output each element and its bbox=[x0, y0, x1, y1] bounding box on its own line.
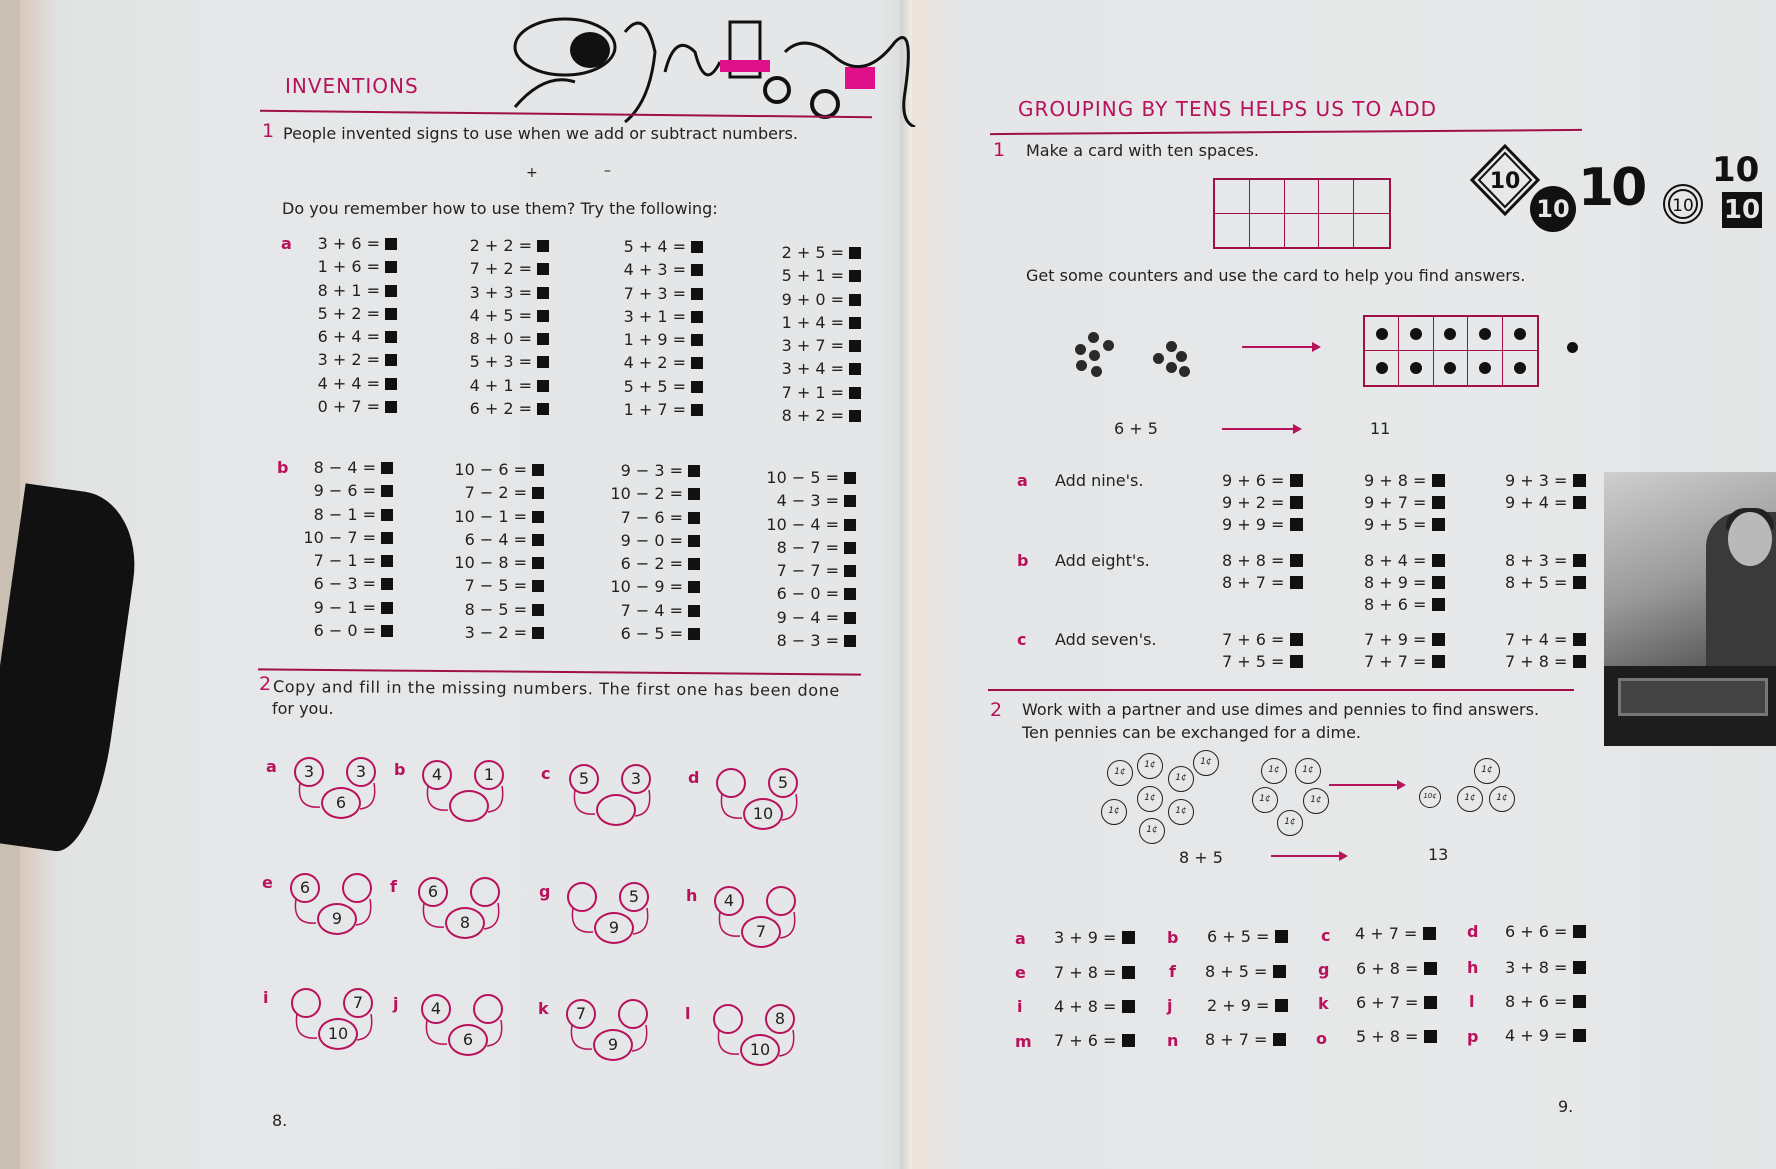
bond-label: f bbox=[390, 877, 397, 896]
ten-frame-card-empty bbox=[1213, 178, 1391, 249]
page-title-grouping-by-tens: GROUPING BY TENS HELPS US TO ADD bbox=[1018, 97, 1438, 121]
equation[interactable]: 3 + 8 = bbox=[1505, 958, 1586, 977]
equation[interactable]: 9 + 3 = bbox=[1505, 471, 1586, 490]
bond-left-circle[interactable] bbox=[567, 882, 597, 912]
equation[interactable]: 7 + 7 = bbox=[1364, 652, 1445, 671]
minus-sign: – bbox=[604, 163, 611, 179]
exercise-label: f bbox=[1169, 962, 1176, 981]
bond-total-oval[interactable]: 9 bbox=[593, 1029, 633, 1061]
equation[interactable]: 8 + 8 = bbox=[1222, 551, 1303, 570]
number-bond-e bbox=[262, 873, 380, 943]
bond-total-oval[interactable]: 10 bbox=[318, 1018, 358, 1050]
equation[interactable]: 3 − 2 = bbox=[448, 621, 544, 644]
equation[interactable]: 8 + 1 = bbox=[305, 279, 397, 302]
ten-black-circle-emblem bbox=[1528, 184, 1578, 234]
bond-left-circle[interactable]: 3 bbox=[294, 757, 324, 787]
equation[interactable]: 3 + 2 = bbox=[305, 348, 397, 371]
equation[interactable]: 8 + 4 = bbox=[1364, 551, 1445, 570]
equation[interactable]: 8 + 7 = bbox=[1222, 573, 1303, 592]
bond-total-oval[interactable] bbox=[596, 794, 636, 826]
penny-icon: 1¢ bbox=[1137, 786, 1163, 812]
equation[interactable]: 7 + 2 = bbox=[455, 257, 549, 280]
equation[interactable]: 1 + 6 = bbox=[305, 255, 397, 278]
equation[interactable]: 6 − 2 = bbox=[603, 552, 700, 575]
equation[interactable]: 0 + 7 = bbox=[305, 395, 397, 418]
equation[interactable]: 7 − 2 = bbox=[448, 481, 544, 504]
bond-label: k bbox=[538, 999, 549, 1018]
coin-example-expression: 8 + 5 bbox=[1179, 848, 1223, 867]
exercise-label: e bbox=[1015, 963, 1026, 982]
exercise-label: d bbox=[1467, 922, 1479, 941]
bond-left-circle[interactable]: 4 bbox=[714, 886, 744, 916]
penny-icon: 1¢ bbox=[1252, 787, 1278, 813]
equation[interactable]: 3 + 3 = bbox=[455, 281, 549, 304]
ten-black-square-emblem: 10 bbox=[1722, 192, 1762, 228]
group-b-title: Add eight's. bbox=[1055, 551, 1150, 570]
equation[interactable]: 7 + 5 = bbox=[1222, 652, 1303, 671]
bond-left-circle[interactable]: 4 bbox=[421, 994, 451, 1024]
bond-right-circle[interactable] bbox=[618, 999, 648, 1029]
bond-left-circle[interactable] bbox=[291, 988, 321, 1018]
equation[interactable]: 10 − 5 = bbox=[760, 466, 856, 489]
question-2-text-line1: Work with a partner and use dimes and pennies to find answers. bbox=[1022, 700, 1540, 719]
equation[interactable]: 5 + 5 = bbox=[608, 375, 703, 398]
equation[interactable]: 5 + 4 = bbox=[608, 235, 703, 258]
exercise-label: h bbox=[1467, 958, 1479, 977]
bond-label: c bbox=[541, 764, 551, 783]
bond-left-circle[interactable] bbox=[716, 768, 746, 798]
equation[interactable]: 10 − 7 = bbox=[296, 526, 393, 549]
part-b-column-1 bbox=[296, 456, 393, 642]
bond-label: b bbox=[394, 760, 406, 779]
penny-icon: 1¢ bbox=[1261, 758, 1287, 784]
equation[interactable]: 6 + 7 = bbox=[1356, 993, 1437, 1012]
equation[interactable]: 2 + 5 = bbox=[765, 241, 861, 264]
part-b-column-2 bbox=[448, 458, 544, 644]
equation[interactable]: 5 + 1 = bbox=[765, 264, 861, 287]
bond-right-circle[interactable] bbox=[766, 886, 796, 916]
exercise-label: n bbox=[1167, 1031, 1179, 1050]
number-bond-a bbox=[266, 757, 384, 827]
equation[interactable]: 10 − 1 = bbox=[448, 505, 544, 528]
equation[interactable]: 5 + 8 = bbox=[1356, 1027, 1437, 1046]
equation[interactable]: 7 + 8 = bbox=[1054, 963, 1135, 982]
bond-total-oval[interactable]: 10 bbox=[743, 798, 783, 830]
part-a-column-2 bbox=[455, 234, 549, 420]
equation[interactable]: 3 + 6 = bbox=[305, 232, 397, 255]
group-a-label: a bbox=[1017, 471, 1028, 490]
equation[interactable]: 4 + 8 = bbox=[1054, 997, 1135, 1016]
equation[interactable]: 7 + 1 = bbox=[765, 381, 861, 404]
bond-label: j bbox=[393, 994, 399, 1013]
bond-left-circle[interactable] bbox=[713, 1004, 743, 1034]
bond-label: e bbox=[262, 873, 273, 892]
equation[interactable]: 7 − 1 = bbox=[296, 549, 393, 572]
equation[interactable]: 6 − 4 = bbox=[448, 528, 544, 551]
exercise-label: m bbox=[1015, 1032, 1032, 1051]
dime-icon: 10¢ bbox=[1419, 786, 1441, 808]
bond-right-circle[interactable] bbox=[342, 873, 372, 903]
number-bond-j bbox=[393, 994, 511, 1064]
part-a-label: a bbox=[281, 234, 292, 253]
bond-label: l bbox=[685, 1004, 691, 1023]
exercise-label: a bbox=[1015, 929, 1026, 948]
bond-label: a bbox=[266, 757, 277, 776]
question-1-prompt: Do you remember how to use them? Try the following: bbox=[282, 199, 718, 218]
bond-right-circle[interactable]: 8 bbox=[765, 1004, 795, 1034]
question-1-instruction: Get some counters and use the card to help you find answers. bbox=[1026, 266, 1526, 285]
number-bond-h bbox=[686, 886, 804, 956]
penny-icon: 1¢ bbox=[1457, 786, 1483, 812]
inventions-cartoon-illustration bbox=[505, 12, 925, 127]
equation[interactable]: 7 + 6 = bbox=[1222, 630, 1303, 649]
bond-right-circle[interactable]: 1 bbox=[474, 760, 504, 790]
equation[interactable]: 1 + 7 = bbox=[608, 398, 703, 421]
bond-right-circle[interactable]: 7 bbox=[343, 988, 373, 1018]
equation[interactable]: 9 + 6 = bbox=[1222, 471, 1303, 490]
question-1-text: People invented signs to use when we add or subtract numbers. bbox=[283, 124, 798, 143]
penny-icon: 1¢ bbox=[1295, 758, 1321, 784]
arrow-right-icon bbox=[1329, 784, 1404, 786]
arrow-right-icon bbox=[1271, 855, 1346, 857]
equation[interactable]: 6 − 5 = bbox=[603, 622, 700, 645]
equation[interactable]: 6 + 5 = bbox=[1207, 927, 1288, 946]
equation[interactable]: 8 + 5 = bbox=[1205, 962, 1286, 981]
equation[interactable]: 8 + 2 = bbox=[765, 404, 861, 427]
bond-left-circle[interactable]: 7 bbox=[566, 999, 596, 1029]
number-bond-f bbox=[390, 877, 508, 947]
question-number-2: 2 bbox=[990, 699, 1003, 721]
bond-right-circle[interactable]: 5 bbox=[768, 768, 798, 798]
part-b-label: b bbox=[277, 458, 289, 477]
number-bond-i bbox=[263, 988, 381, 1058]
equation[interactable]: 7 + 3 = bbox=[608, 282, 703, 305]
bond-left-circle[interactable]: 5 bbox=[569, 764, 599, 794]
exercise-label: o bbox=[1316, 1029, 1327, 1048]
part-a-column-1 bbox=[305, 232, 397, 418]
question-number-2: 2 bbox=[259, 673, 272, 695]
group-b-label: b bbox=[1017, 551, 1029, 570]
bond-right-circle[interactable] bbox=[470, 877, 500, 907]
equation[interactable]: 9 − 6 = bbox=[296, 479, 393, 502]
number-bond-c bbox=[541, 764, 659, 834]
equation[interactable]: 8 − 1 = bbox=[296, 503, 393, 526]
equation[interactable]: 7 + 4 = bbox=[1505, 630, 1586, 649]
bond-label: h bbox=[686, 886, 698, 905]
exercise-label: c bbox=[1321, 926, 1331, 945]
exercise-label: l bbox=[1469, 992, 1475, 1011]
number-bond-l bbox=[685, 1004, 803, 1074]
question-number-1: 1 bbox=[262, 120, 275, 142]
number-bond-d bbox=[688, 768, 806, 838]
plus-sign: + bbox=[526, 165, 538, 181]
equation[interactable]: 5 + 3 = bbox=[455, 350, 549, 373]
equation[interactable]: 4 + 5 = bbox=[455, 304, 549, 327]
svg-text:10: 10 bbox=[1489, 169, 1521, 194]
equation[interactable]: 10 − 2 = bbox=[603, 482, 700, 505]
number-bond-g bbox=[539, 882, 657, 952]
bond-total-oval[interactable]: 10 bbox=[740, 1034, 780, 1066]
coin-example-result: 13 bbox=[1428, 845, 1449, 864]
exercise-label: i bbox=[1017, 997, 1023, 1016]
question-1-text: Make a card with ten spaces. bbox=[1026, 141, 1259, 160]
equation[interactable]: 8 − 4 = bbox=[296, 456, 393, 479]
equation[interactable]: 4 + 3 = bbox=[608, 258, 703, 281]
photo-boy-with-counters bbox=[1604, 472, 1776, 746]
equation[interactable]: 9 − 1 = bbox=[296, 596, 393, 619]
question-2-text-line1: Copy and fill in the missing numbers. The first one has been done bbox=[272, 677, 840, 700]
group-c-title: Add seven's. bbox=[1055, 630, 1157, 649]
ten-bold-numeral: 10 bbox=[1578, 158, 1645, 218]
equation[interactable]: 7 + 8 = bbox=[1505, 652, 1586, 671]
number-bond-b bbox=[394, 760, 512, 830]
exercise-label: k bbox=[1318, 994, 1329, 1013]
bond-total-oval[interactable]: 8 bbox=[445, 907, 485, 939]
bond-total-oval[interactable]: 7 bbox=[741, 916, 781, 948]
bond-label: i bbox=[263, 988, 269, 1007]
penny-icon: 1¢ bbox=[1303, 788, 1329, 814]
bond-left-circle[interactable]: 6 bbox=[290, 873, 320, 903]
extra-counter bbox=[1567, 342, 1578, 353]
equation[interactable]: 6 − 3 = bbox=[296, 572, 393, 595]
equation[interactable]: 9 + 0 = bbox=[765, 288, 861, 311]
question-2-text-line2: Ten pennies can be exchanged for a dime. bbox=[1022, 723, 1361, 742]
bond-label: d bbox=[688, 768, 700, 787]
penny-icon: 1¢ bbox=[1139, 818, 1165, 844]
penny-icon: 1¢ bbox=[1107, 760, 1133, 786]
equation[interactable]: 6 + 4 = bbox=[305, 325, 397, 348]
bond-label: g bbox=[539, 882, 551, 901]
bond-total-oval[interactable]: 9 bbox=[317, 903, 357, 935]
exercise-label: b bbox=[1167, 928, 1179, 947]
equation[interactable]: 4 − 3 = bbox=[760, 489, 856, 512]
penny-icon: 1¢ bbox=[1489, 786, 1515, 812]
equation[interactable]: 3 + 4 = bbox=[765, 357, 861, 380]
equation[interactable]: 6 + 2 = bbox=[455, 397, 549, 420]
equation[interactable]: 9 + 5 = bbox=[1364, 515, 1445, 534]
bond-left-circle[interactable]: 4 bbox=[422, 760, 452, 790]
equation[interactable]: 5 + 2 = bbox=[305, 302, 397, 325]
example-result: 11 bbox=[1370, 419, 1391, 438]
penny-icon: 1¢ bbox=[1101, 799, 1127, 825]
ten-frame-card-filled bbox=[1363, 315, 1539, 387]
equation[interactable]: 6 − 0 = bbox=[296, 619, 393, 642]
equation[interactable]: 2 + 9 = bbox=[1207, 996, 1288, 1015]
penny-icon: 1¢ bbox=[1168, 799, 1194, 825]
equation[interactable]: 2 + 2 = bbox=[455, 234, 549, 257]
question-number-1: 1 bbox=[993, 139, 1006, 161]
bond-left-circle[interactable]: 6 bbox=[418, 877, 448, 907]
equation[interactable]: 3 + 1 = bbox=[608, 305, 703, 328]
page-title-inventions: INVENTIONS bbox=[285, 74, 419, 98]
equation[interactable]: 7 − 7 = bbox=[760, 559, 856, 582]
equation[interactable]: 9 − 4 = bbox=[760, 606, 856, 629]
equation[interactable]: 8 + 0 = bbox=[455, 327, 549, 350]
equation[interactable]: 9 − 3 = bbox=[603, 459, 700, 482]
arrow-right-icon bbox=[1242, 346, 1319, 348]
equation[interactable]: 8 − 3 = bbox=[760, 629, 856, 652]
equation[interactable]: 8 − 7 = bbox=[760, 536, 856, 559]
equation[interactable]: 8 − 5 = bbox=[448, 598, 544, 621]
section-divider bbox=[988, 689, 1574, 691]
question-2-text-line2: for you. bbox=[272, 699, 334, 718]
part-a-column-3 bbox=[608, 235, 703, 421]
equation[interactable]: 4 + 1 = bbox=[455, 374, 549, 397]
equation[interactable]: 10 − 4 = bbox=[760, 513, 856, 536]
exercise-label: j bbox=[1167, 996, 1173, 1015]
part-a-column-4 bbox=[765, 241, 861, 427]
equation[interactable]: 6 + 6 = bbox=[1505, 922, 1586, 941]
equation[interactable]: 9 + 2 = bbox=[1222, 493, 1303, 512]
example-expression: 6 + 5 bbox=[1114, 419, 1158, 438]
svg-text:10: 10 bbox=[1536, 195, 1570, 223]
ten-ringed-circle-emblem bbox=[1662, 183, 1704, 225]
penny-icon: 1¢ bbox=[1137, 753, 1163, 779]
penny-icon: 1¢ bbox=[1277, 810, 1303, 836]
equation[interactable]: 7 − 6 = bbox=[603, 506, 700, 529]
equation[interactable]: 10 − 6 = bbox=[448, 458, 544, 481]
equation[interactable]: 8 + 7 = bbox=[1205, 1030, 1286, 1049]
equation[interactable]: 7 − 5 = bbox=[448, 574, 544, 597]
equation[interactable]: 10 − 9 = bbox=[603, 575, 700, 598]
ten-stacked-numeral: 10 bbox=[1712, 150, 1760, 190]
part-b-column-4 bbox=[760, 466, 856, 652]
equation[interactable]: 8 + 5 = bbox=[1505, 573, 1586, 592]
equation[interactable]: 6 − 0 = bbox=[760, 582, 856, 605]
equation[interactable]: 3 + 9 = bbox=[1054, 928, 1135, 947]
page-number-left: 8. bbox=[272, 1111, 288, 1130]
group-c-label: c bbox=[1017, 630, 1027, 649]
bond-total-oval[interactable]: 6 bbox=[321, 787, 361, 819]
exercise-label: g bbox=[1318, 960, 1330, 979]
equation[interactable]: 4 + 9 = bbox=[1505, 1026, 1586, 1045]
penny-icon: 1¢ bbox=[1474, 758, 1500, 784]
equation[interactable]: 8 + 9 = bbox=[1364, 573, 1445, 592]
equation[interactable]: 7 + 6 = bbox=[1054, 1031, 1135, 1050]
number-bond-k bbox=[538, 999, 656, 1069]
bond-total-oval[interactable]: 6 bbox=[448, 1024, 488, 1056]
equation[interactable]: 4 + 2 = bbox=[608, 351, 703, 374]
bond-total-oval[interactable]: 9 bbox=[594, 912, 634, 944]
page-number-right: 9. bbox=[1558, 1097, 1574, 1116]
equation[interactable]: 1 + 4 = bbox=[765, 311, 861, 334]
equation[interactable]: 10 − 8 = bbox=[448, 551, 544, 574]
equation[interactable]: 9 − 0 = bbox=[603, 529, 700, 552]
bond-total-oval[interactable] bbox=[449, 790, 489, 822]
equation[interactable]: 7 − 4 = bbox=[603, 599, 700, 622]
equation[interactable]: 9 + 8 = bbox=[1364, 471, 1445, 490]
svg-text:10: 10 bbox=[1672, 196, 1694, 216]
penny-icon: 1¢ bbox=[1168, 766, 1194, 792]
equation[interactable]: 4 + 7 = bbox=[1355, 924, 1436, 943]
equation[interactable]: 6 + 8 = bbox=[1356, 959, 1437, 978]
bond-right-circle[interactable]: 5 bbox=[619, 882, 649, 912]
equation[interactable]: 8 + 3 = bbox=[1505, 551, 1586, 570]
arrow-right-icon bbox=[1222, 428, 1300, 430]
bond-right-circle[interactable]: 3 bbox=[621, 764, 651, 794]
equation[interactable]: 8 + 6 = bbox=[1364, 595, 1445, 614]
equation[interactable]: 4 + 4 = bbox=[305, 372, 397, 395]
bond-right-circle[interactable] bbox=[473, 994, 503, 1024]
part-b-column-3 bbox=[603, 459, 700, 645]
equation[interactable]: 9 + 4 = bbox=[1505, 493, 1586, 512]
equation[interactable]: 8 + 6 = bbox=[1505, 992, 1586, 1011]
bond-right-circle[interactable]: 3 bbox=[346, 757, 376, 787]
exercise-label: p bbox=[1467, 1027, 1479, 1046]
equation[interactable]: 7 + 9 = bbox=[1364, 630, 1445, 649]
equation[interactable]: 1 + 9 = bbox=[608, 328, 703, 351]
group-a-title: Add nine's. bbox=[1055, 471, 1144, 490]
penny-icon: 1¢ bbox=[1193, 750, 1219, 776]
equation[interactable]: 3 + 7 = bbox=[765, 334, 861, 357]
equation[interactable]: 9 + 9 = bbox=[1222, 515, 1303, 534]
equation[interactable]: 9 + 7 = bbox=[1364, 493, 1445, 512]
